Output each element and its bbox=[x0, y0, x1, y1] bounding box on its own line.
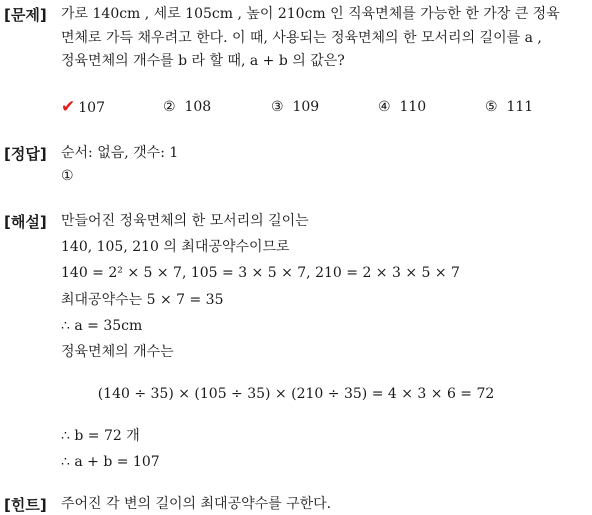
circled-three-icon: ③ bbox=[271, 99, 284, 115]
solution-line-3: 140 = 2² × 5 × 7, 105 = 3 × 5 × 7, 210 = 2 × 3 × 5 × 7 bbox=[61, 265, 460, 281]
solution-conclusion-b: ∴ b = 72 개 bbox=[61, 428, 140, 444]
solution-tag: [해설] bbox=[4, 213, 47, 231]
choice-label: 111 bbox=[506, 99, 534, 115]
problem-line-1: 가로 140cm , 세로 105cm , 높이 210cm 인 직육면체를 가능한 한 가장 큰 정육 bbox=[61, 6, 560, 22]
choice-3[interactable] bbox=[271, 97, 319, 117]
problem-line-3: 정육면체의 개수를 b 라 할 때, a + b 의 값은? bbox=[61, 53, 345, 69]
choice-2[interactable] bbox=[163, 97, 211, 117]
choice-label: 107 bbox=[78, 100, 105, 116]
solution-line-1: 만들어진 정육면체의 한 모서리의 길이는 bbox=[61, 213, 309, 229]
circled-two-icon: ② bbox=[163, 99, 176, 115]
circled-five-icon: ⑤ bbox=[485, 99, 498, 115]
choice-label: 109 bbox=[292, 99, 320, 115]
hint-text: 주어진 각 변의 길이의 최대공약수를 구한다. bbox=[61, 496, 332, 512]
choice-5[interactable] bbox=[485, 97, 533, 117]
solution-line-5: ∴ a = 35cm bbox=[61, 318, 143, 334]
problem-tag: [문제] bbox=[4, 6, 47, 24]
choice-label: 110 bbox=[399, 99, 427, 115]
choice-label: 108 bbox=[184, 99, 212, 115]
circled-four-icon: ④ bbox=[378, 99, 391, 115]
problem-line-2: 면체로 가득 채우려고 한다. 이 때, 사용되는 정육면체의 한 모서리의 길이를 a , bbox=[61, 30, 542, 46]
choice-4[interactable] bbox=[378, 97, 426, 117]
answer-tag: [정답] bbox=[4, 145, 47, 163]
checkmark-icon: ✔ bbox=[61, 97, 76, 117]
solution-conclusion-ab: ∴ a + b = 107 bbox=[61, 454, 160, 470]
answer-line-1: 순서: 없음, 갯수: 1 bbox=[61, 145, 179, 161]
solution-line-2: 140, 105, 210 의 최대공약수이므로 bbox=[61, 239, 290, 255]
solution-line-6: 정육면체의 개수는 bbox=[61, 344, 174, 360]
choice-1[interactable] bbox=[61, 97, 105, 118]
solution-equation: (140 ÷ 35) × (105 ÷ 35) × (210 ÷ 35) = 4 × 3 × 6 = 72 bbox=[97, 386, 495, 402]
answer-line-2: ① bbox=[61, 168, 74, 184]
solution-line-4: 최대공약수는 5 × 7 = 35 bbox=[61, 292, 224, 308]
hint-tag: [힌트] bbox=[4, 496, 47, 514]
